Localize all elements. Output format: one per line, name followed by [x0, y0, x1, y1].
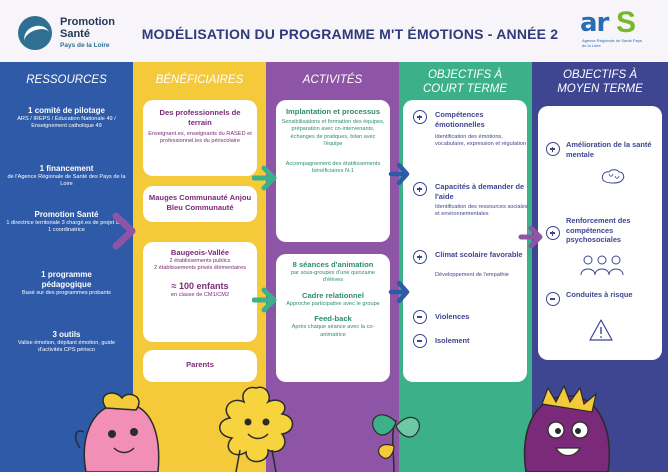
- brain-icon: [600, 168, 626, 186]
- card-desc: Approche participative avec le groupe: [286, 300, 380, 307]
- minus-icon: [546, 292, 560, 306]
- arrow-right-icon: [252, 282, 280, 318]
- card-desc: par sous-groupes d'une quinzaine d'élèves: [290, 270, 376, 284]
- pink-character-illustration: [66, 388, 176, 472]
- objective-title: Amélioration de la santé mentale: [566, 140, 652, 159]
- card-desc: Accompagnement des établissements bénéficiaires N-1: [285, 160, 381, 175]
- green-plant-illustration: [360, 400, 430, 472]
- arrow-right-icon: [518, 220, 546, 254]
- resource-desc: 1 directrice territoriale 3 chargé.es de projet dont 1 coordinatrice: [6, 220, 127, 234]
- plus-icon: [413, 250, 427, 264]
- objective-title: Isolement: [435, 336, 470, 345]
- dark-character-illustration: [512, 384, 622, 472]
- card-desc: Après chaque séance avec la co-animatrice: [291, 324, 375, 338]
- card-title: Mauges Communauté Anjou Bleu Communauté: [148, 193, 252, 212]
- card-title: Implantation et processus: [285, 107, 381, 116]
- objective-desc: Développement de l'empathie: [435, 272, 509, 278]
- arrow-right-icon: [112, 212, 138, 250]
- resource-desc: Valise émotion, dépliant émotion, guide d'activités CPS périsco: [17, 340, 116, 354]
- objective-desc: Identification des ressources sociales et environnementales: [435, 204, 528, 218]
- resource-title: 1 programme pédagogique: [41, 270, 92, 289]
- plus-icon: [413, 182, 427, 196]
- short-term-objectives-card: [403, 100, 527, 382]
- resource-desc: de l'Agence Régionale de Santé des Pays de la Loire: [7, 174, 126, 188]
- page-title: MODÉLISATION DU PROGRAMME M'T ÉMOTIONS - ANNÉE 2: [141, 26, 559, 42]
- column-heading-court-terme: OBJECTIFS À COURT TERME: [422, 69, 508, 95]
- activity-card-implementation: [276, 100, 390, 242]
- resource-title: 1 comité de pilotage: [28, 106, 105, 115]
- plus-icon: [546, 142, 560, 156]
- objective-title: Climat scolaire favorable: [435, 250, 523, 259]
- promotion-sante-logo: [18, 14, 138, 54]
- resource-item: [6, 210, 127, 235]
- objective-title: Compétences émotionnelles: [435, 110, 485, 129]
- resource-desc: ARS / IREPS / Éducation Nationale 49 / Enseignement catholique 49: [17, 116, 116, 130]
- resource-title: 1 financement: [39, 164, 94, 173]
- resource-title: Promotion Santé: [34, 210, 99, 219]
- objective-desc: Identification des émotions, vocabulaire, expression et régulation: [435, 134, 527, 148]
- resource-item: [16, 330, 117, 355]
- card-desc: Sensibilisations et formation des équipes, préparation avec co-intervenants, échanges de pratiques, bilan avec l'équipe: [281, 119, 385, 148]
- card-desc: 2 établissements privés élémentaires: [153, 265, 247, 272]
- ars-logo: [580, 6, 642, 54]
- beneficiary-card-parents: [143, 350, 257, 382]
- beneficiary-card-territories: [143, 186, 257, 222]
- objective-title: Conduites à risque: [566, 290, 633, 299]
- card-subtitle: Cadre relationnel: [301, 290, 365, 300]
- minus-icon: [413, 310, 427, 324]
- resource-title: 3 outils: [52, 330, 81, 339]
- card-subtitle: Feed-back: [314, 314, 352, 324]
- column-heading-moyen-terme: OBJECTIFS À MOYEN TERME: [557, 69, 643, 95]
- arrow-right-icon: [252, 160, 280, 196]
- column-heading-beneficiaires: BÉNÉFICIAIRES: [155, 74, 244, 86]
- plus-icon: [413, 110, 427, 124]
- card-title: 8 séances d'animation: [292, 260, 374, 269]
- column-heading-activites: ACTIVITÉS: [302, 74, 363, 86]
- children-count: ≈ 100 enfants: [171, 280, 229, 291]
- promotion-sante-logo-icon: [18, 16, 52, 50]
- card-title: Parents: [186, 360, 214, 369]
- yellow-character-illustration: [206, 384, 306, 472]
- header: [0, 0, 668, 62]
- resource-item: [6, 164, 127, 189]
- ars-logo-tagline: Agence Régionale de Santé Pays de la Loire: [582, 38, 642, 48]
- activity-card-sessions: [276, 254, 390, 382]
- beneficiary-card-professionals: [143, 100, 257, 176]
- card-desc: Enseignant.es, enseignants du RASED et professionnel.les du périscolaire: [148, 131, 252, 145]
- arrow-right-icon: [388, 276, 412, 308]
- logo-left-region: Pays de la Loire: [60, 42, 110, 49]
- ars-logo-letters: ar: [580, 8, 609, 38]
- beneficiary-card-baugeois: [143, 242, 257, 342]
- objective-title: Capacités à demander de l'aide: [435, 182, 525, 201]
- resource-desc: Basé sur des programmes probants: [22, 290, 111, 296]
- card-title: Baugeois-Vallée: [170, 248, 230, 257]
- objective-title: Violences: [435, 312, 470, 321]
- plus-icon: [546, 226, 560, 240]
- card-desc: en classe de CM1/CM2: [170, 291, 230, 298]
- mid-term-objectives-card: [538, 106, 662, 360]
- column-heading-ressources: RESSOURCES: [26, 74, 107, 86]
- ars-logo-s: S: [616, 6, 637, 39]
- warning-icon: [588, 318, 614, 342]
- card-title: Des professionnels de terrain: [159, 108, 241, 127]
- card-desc: 2 établissements publics: [169, 258, 231, 264]
- arrow-right-icon: [388, 158, 412, 190]
- people-icon: [578, 254, 626, 276]
- logo-left-name: Promotion Santé: [60, 16, 115, 40]
- resource-item: [6, 106, 127, 131]
- minus-icon: [413, 334, 427, 348]
- objective-title: Renforcement des compétences psychosociales: [566, 216, 631, 244]
- resource-item: [16, 270, 117, 297]
